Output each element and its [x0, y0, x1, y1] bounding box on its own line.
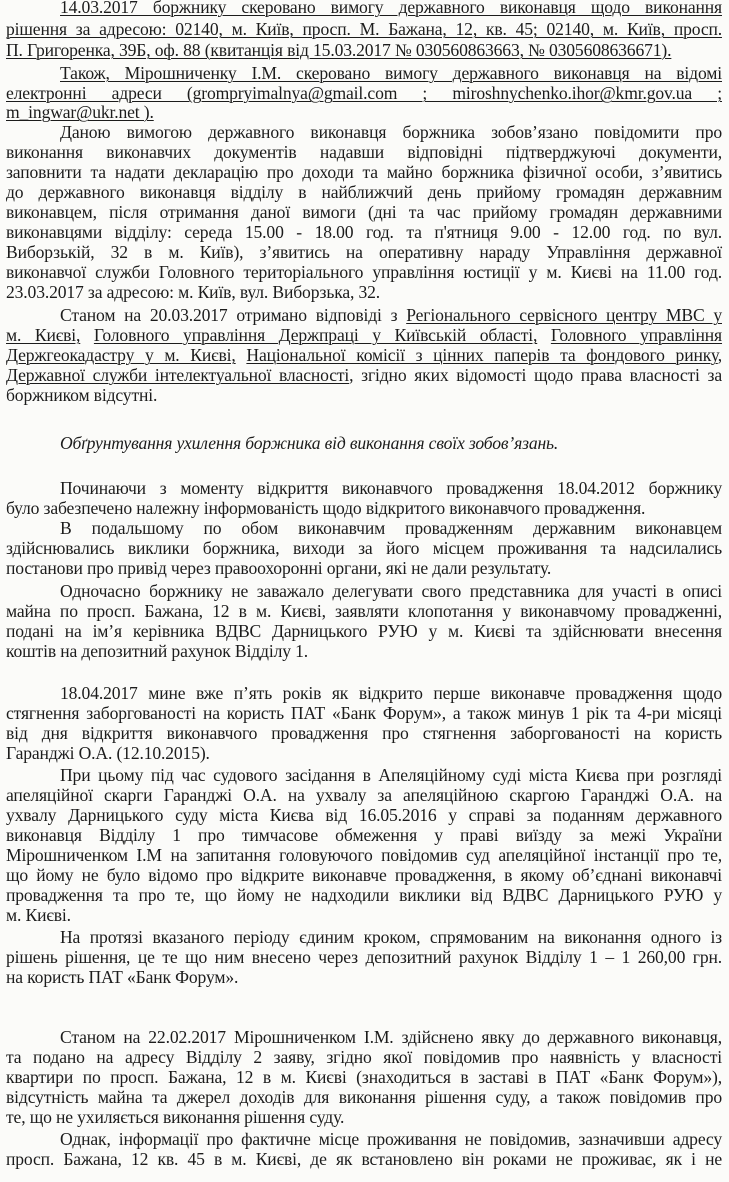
text-line: Одночасно боржнику не заважало делегувати свого представника для участі в описі	[60, 581, 722, 601]
text-line: виконавцем, після отримання даної вимоги (дні та час прийому громадян державними	[6, 202, 722, 222]
text-line: Станом на 22.02.2017 Мірошниченком І.М. здійснено явку до державного виконавця,	[60, 1027, 722, 1047]
text-line: виконавця Відділу 1 про тимчасове обмеження у праві виїзду за межі України	[6, 825, 722, 845]
underlined-organization: Держгеокадастру у м. Києві,	[6, 345, 236, 365]
text-line	[6, 40, 722, 60]
underlined-text: електронні адреси (grompryimalnya@gmail.com ; miroshnychenko.ihor@kmr.gov.ua ;	[6, 83, 722, 103]
underlined-organization: Національної комісії з цінних паперів та фондового ринку	[246, 345, 718, 365]
section-heading: Обґрунтування ухилення боржника від виконання своїх зобов’язань.	[60, 433, 559, 453]
underlined-text: 14.03.2017 боржнику скеровано вимогу державного виконавця щодо виконання	[60, 0, 722, 17]
text-line: що йому не було відомо про відкрите виконавче провадження, в якому об’єднані виконавчі	[6, 865, 722, 885]
text-line: Державної служби інтелектуальної власності, згідно яких відомості щодо права власності за	[6, 365, 722, 385]
text-line: Починаючи з моменту відкриття виконавчого провадження 18.04.2012 боржнику	[60, 478, 722, 498]
text-line: подані на ім’я керівника ВДВС Дарницького РУЮ у м. Києві та здійснювати внесення	[6, 621, 722, 641]
text-line: виконання виконавчих документів надавши відповідні підтверджуючі документи,	[6, 142, 722, 162]
text-line	[6, 83, 722, 103]
text-line	[60, 0, 722, 17]
underlined-organization: Державної служби інтелектуальної власності	[6, 365, 350, 385]
text-line: апеляційної скарги Гаранджі О.А. на ухвалу за апеляційною скаргою Гаранджі О.А. на	[6, 785, 722, 805]
text-line: та подано на адресу Відділу 2 заяву, згідно якої повідомив про наявність у власності	[6, 1047, 722, 1067]
text-line: постанови про привід через правоохоронні органи, які не дали результату.	[6, 558, 552, 578]
text-line: В подальшому по обом виконавчим провадженням державним виконавцем	[60, 518, 722, 538]
text-line: майна по просп. Бажана, 12 в м. Києві, заявляти клопотання у виконавчому провадженні,	[6, 601, 722, 621]
text-line: здійснювались виклики боржника, виходи за його місцем проживання та надсилались	[6, 538, 722, 558]
text-line: виконавцями відділу: середа 15.00 - 18.00 год. та п'ятниця 9.00 - 12.00 год. по вул.	[6, 222, 722, 242]
text-line: до державного виконавця відділу в найближчий день прийому громадян державним	[6, 182, 722, 202]
underlined-organization: м. Києві,	[6, 325, 81, 345]
text-line: від дня відкриття виконавчого провадження про стягнення заборгованості на користь	[6, 723, 722, 743]
text-line: Станом на 20.03.2017 отримано відповіді з Регіонального сервісного центру МВС у	[60, 305, 722, 325]
text-line: При цьому під час судового засідання в Апеляційному суді міста Києва при розгляді	[60, 765, 722, 785]
text-line: 18.04.2017 мине вже п’ять років як відкрито перше виконавче провадження щодо	[60, 683, 722, 703]
text-line: ухвалу Дарницького суду міста Києва від 16.05.2016 у справі за поданням державного	[6, 805, 722, 825]
underlined-text: рішення за адресою: 02140, м. Київ, просп. М. Бажана, 12, кв. 45; 02140, м. Київ, просп.	[6, 19, 722, 39]
underlined-organization: Головного управління Держпраці у Київській області,	[93, 325, 538, 345]
text-line	[6, 19, 722, 39]
underlined-text: Також, Мірошниченку І.М. скеровано вимогу державного виконавця на відомі	[60, 63, 722, 83]
text-line: відсутність майна та джерел доходів для виконання рішення суду, а також повідомив про	[6, 1087, 722, 1107]
text-line: Держгеокадастру у м. Києві, Національної комісії з цінних паперів та фондового ринку,	[6, 345, 723, 365]
underlined-text: П. Григоренка, 39Б, оф. 88 (квитанція від 15.03.2017 № 030560863663, № 0305608636671).	[6, 40, 672, 60]
text-line: квартири по просп. Бажана, 12 в м. Києві (знаходиться в заставі в ПАТ «Банк Форум»),	[6, 1067, 722, 1087]
text-line: Однак, інформації про фактичне місце проживання не повідомив, зазначивши адресу	[60, 1129, 722, 1149]
text-line: Даною вимогою державного виконавця боржника зобов’язано повідомити про	[60, 122, 722, 142]
text-line: те, що не ухиляється виконання рішення суду.	[6, 1107, 345, 1127]
text-line: просп. Бажана, 12 кв. 45 в м. Києві, де як встановлено він роками не проживає, як і не	[6, 1149, 722, 1169]
underlined-organization: Головного управління	[550, 325, 723, 345]
underlined-organization: Регіонального сервісного центру МВС у	[406, 305, 722, 325]
text-line: коштів на депозитний рахунок Відділу 1.	[6, 641, 308, 661]
text-line: на користь ПАТ «Банк Форум».	[6, 967, 239, 987]
text-line: Гаранджі О.А. (12.10.2015).	[6, 743, 210, 763]
text-line: рішень рішення, це те що ним внесено через депозитний рахунок Відділу 1 – 1 260,00 грн.	[6, 947, 722, 967]
text-line: м. Києві.	[6, 905, 71, 925]
text-line: На протязі вказаного періоду єдиним кроком, спрямованим на виконання одного із	[60, 927, 722, 947]
text-line: Мірошниченком І.М на запитання головуючого повідомив суд апеляційної інстанції про те,	[6, 845, 722, 865]
text-line	[6, 325, 722, 345]
underlined-text: m_ingwar@ukr.net ).	[6, 102, 154, 122]
text-line	[60, 63, 722, 83]
text-line: боржником відсутні.	[6, 385, 158, 405]
text-line: провадження та про те, що йому не надходили виклики від ВДВС Дарницького РУЮ у	[6, 885, 722, 905]
text-line: стягнення заборгованості на користь ПАТ «Банк Форум», а також минув 1 рік та 4-ри місяці	[6, 703, 722, 723]
text-line: виконавчої служби Головного територіального управління юстиції у м. Києві на 11.00 год.	[6, 262, 722, 282]
text-line: 23.03.2017 за адресою: м. Київ, вул. Виборзька, 32.	[6, 282, 381, 302]
text-line: було забезпечено належну інформованість щодо відкритого виконавчого провадження.	[6, 498, 646, 518]
text-line: заповнити та надати декларацію про доходи та майно боржника фізичної особи, з’явитись	[6, 162, 722, 182]
text-line: Виборзькій, 32 в м. Київ), з’явитись на оперативну нараду Управління державної	[6, 242, 722, 262]
text-line	[6, 102, 722, 122]
